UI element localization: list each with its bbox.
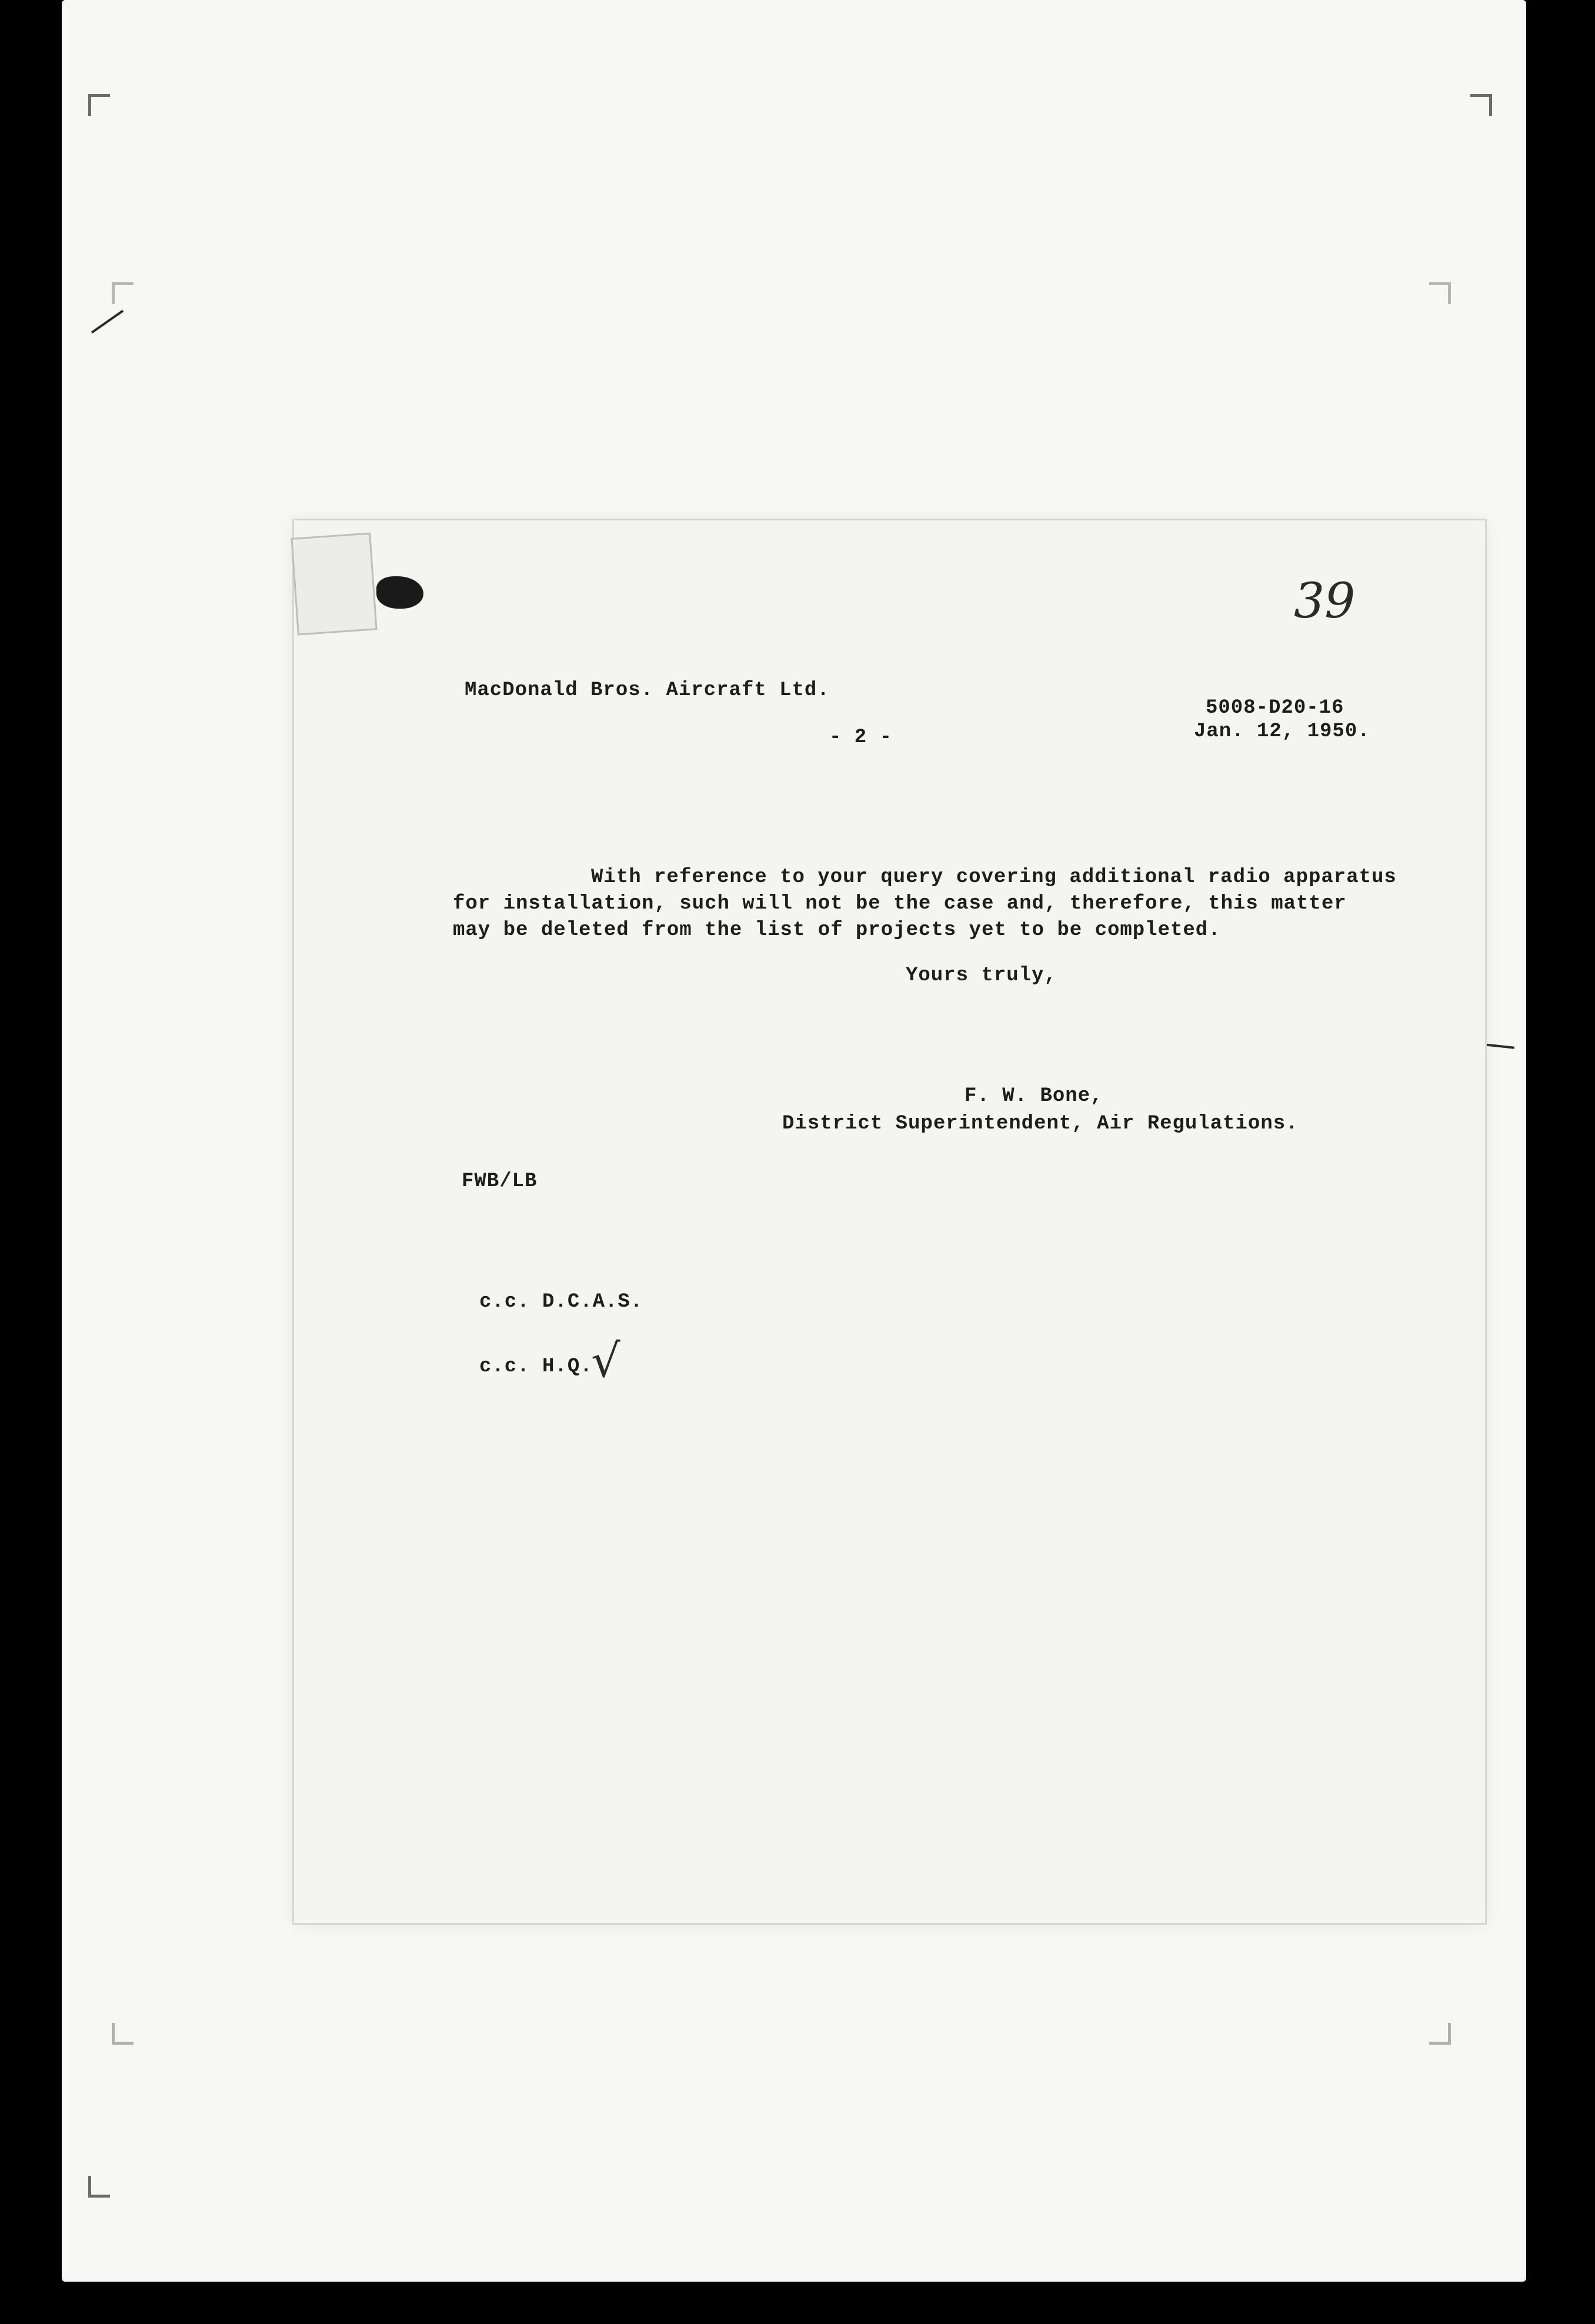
handwritten-page-number: 39 xyxy=(1294,573,1356,629)
typist-initials: FWB/LB xyxy=(462,1170,538,1193)
corner-mark xyxy=(1470,94,1492,116)
corner-mark xyxy=(88,2176,110,2198)
corner-mark xyxy=(1429,282,1451,304)
corner-mark xyxy=(112,2023,134,2045)
signatory-name: F. W. Bone, xyxy=(965,1085,1103,1107)
check-mark: √ xyxy=(591,1335,620,1388)
file-reference: 5008-D20-16 xyxy=(1206,697,1344,719)
letter-date: Jan. 12, 1950. xyxy=(1194,720,1370,743)
tape-mark xyxy=(291,532,377,635)
body-line: With reference to your query covering additional radio apparatus xyxy=(591,866,1397,889)
addressee: MacDonald Bros. Aircraft Ltd. xyxy=(465,679,830,702)
cc-line: c.c. H.Q. xyxy=(479,1355,593,1378)
cc-line: c.c. D.C.A.S. xyxy=(479,1291,643,1313)
corner-mark xyxy=(88,94,110,116)
page-indicator: - 2 - xyxy=(829,726,893,749)
body-line: may be deleted from the list of projects yet to be completed. xyxy=(453,919,1221,941)
corner-mark xyxy=(1429,2023,1451,2045)
closing: Yours truly, xyxy=(906,964,1057,987)
body-line: for installation, such will not be the case and, therefore, this matter xyxy=(453,893,1347,915)
corner-mark xyxy=(112,282,134,304)
signatory-title: District Superintendent, Air Regulations. xyxy=(782,1113,1299,1135)
